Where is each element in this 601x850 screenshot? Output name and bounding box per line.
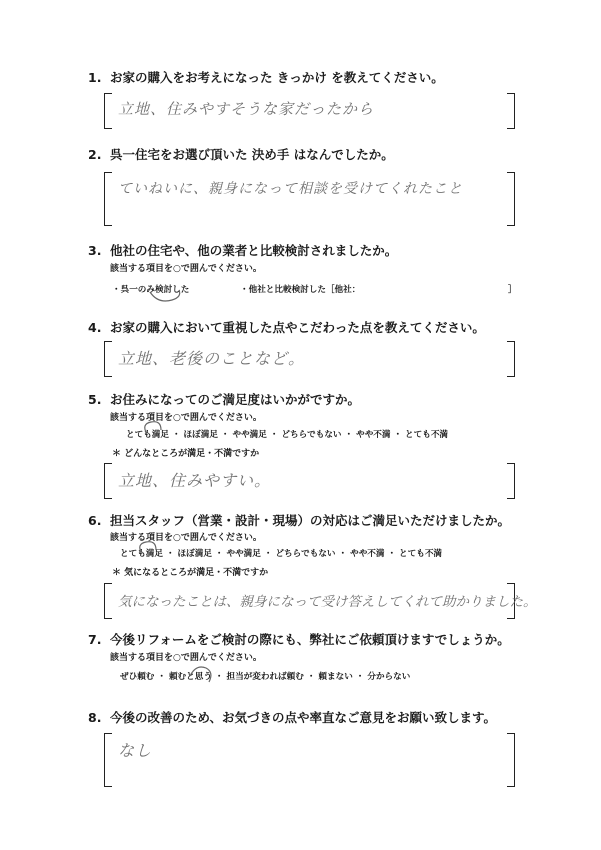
answer-1-handwriting: 立地、住みやすそうな家だったから xyxy=(118,100,375,118)
question-text: お家の購入をお考えになった きっかけ を教えてください。 xyxy=(110,70,444,85)
answer-4-handwriting: 立地、老後のことなど。 xyxy=(118,349,306,368)
question-number: 1. xyxy=(88,70,102,85)
answer-bracket-left xyxy=(104,172,112,226)
answer-8-handwriting: なし xyxy=(118,741,153,760)
question-text: お住みになってのご満足度はいかがですか。 xyxy=(110,392,361,407)
question-8 xyxy=(88,708,496,726)
question-text: 担当スタッフ（営業・設計・現場）の対応はご満足いただけましたか。 xyxy=(110,513,511,528)
question-5 xyxy=(88,390,360,408)
request-options: ぜひ頼む ・ 頼むと思う ・ 担当が変われば頼む ・ 頼まない ・ 分からない xyxy=(120,672,411,682)
question-number: 8. xyxy=(88,710,102,725)
question-number: 4. xyxy=(88,320,102,335)
answer-bracket-left xyxy=(104,583,112,619)
question-1 xyxy=(88,68,444,86)
instruction-text: 該当する項目を○で囲んでください。 xyxy=(110,533,262,543)
question-text: 今後の改善のため、お気づきの点や率直なご意見をお願い致します。 xyxy=(110,710,497,725)
question-number: 3. xyxy=(88,243,102,258)
answer-6-handwriting: 気になったことは、親身になって受け答えしてくれて助かりました。 xyxy=(118,594,537,610)
question-6 xyxy=(88,511,510,529)
answer-bracket-right xyxy=(507,172,515,226)
question-text: 呉一住宅をお選び頂いた 決め手 はなんでしたか。 xyxy=(110,147,394,162)
option-bracket-close: ］ xyxy=(508,285,517,295)
followup-question: ＊ どんなところが満足・不満ですか xyxy=(112,449,260,459)
satisfaction-options: とても満足 ・ ほぼ満足 ・ やや満足 ・ どちらでもない ・ やや不満 ・ とても不満 xyxy=(120,549,443,559)
question-7 xyxy=(88,630,510,648)
instruction-text: 該当する項目を○で囲んでください。 xyxy=(110,264,262,274)
instruction-text: 該当する項目を○で囲んでください。 xyxy=(110,653,262,663)
instruction-text: 該当する項目を○で囲んでください。 xyxy=(110,413,262,423)
answer-bracket-left xyxy=(104,733,112,787)
satisfaction-options: とても満足 ・ ほぼ満足 ・ やや満足 ・ どちらでもない ・ やや不満 ・ とても不満 xyxy=(126,430,449,440)
answer-bracket-right xyxy=(507,463,515,499)
question-number: 7. xyxy=(88,632,102,647)
answer-bracket-right xyxy=(507,341,515,377)
answer-5-handwriting: 立地、住みやすい。 xyxy=(118,471,272,490)
answer-2-handwriting: ていねいに、親身になって相談を受けてくれたこと xyxy=(118,181,463,197)
question-4 xyxy=(88,318,485,336)
question-number: 5. xyxy=(88,392,102,407)
question-text: 他社の住宅や、他の業者と比較検討されましたか。 xyxy=(110,243,398,258)
answer-bracket-left xyxy=(104,341,112,377)
question-3 xyxy=(88,241,397,259)
question-2 xyxy=(88,145,394,163)
answer-bracket-right xyxy=(507,733,515,787)
answer-bracket-left xyxy=(104,93,112,129)
question-number: 2. xyxy=(88,147,102,162)
question-text: 今後リフォームをご検討の際にも、弊社にご依頼頂けますでしょうか。 xyxy=(110,632,510,647)
option-kureichi-only: ・呉一のみ検討した xyxy=(112,285,190,295)
option-compared-others: ・他社と比較検討した［他社： xyxy=(240,285,361,295)
question-text: お家の購入において重視した点やこだわった点を教えてください。 xyxy=(110,320,485,335)
answer-bracket-left xyxy=(104,463,112,499)
question-number: 6. xyxy=(88,513,102,528)
answer-bracket-right xyxy=(507,93,515,129)
followup-question: ＊ 気になるところが満足・不満ですか xyxy=(112,568,269,578)
